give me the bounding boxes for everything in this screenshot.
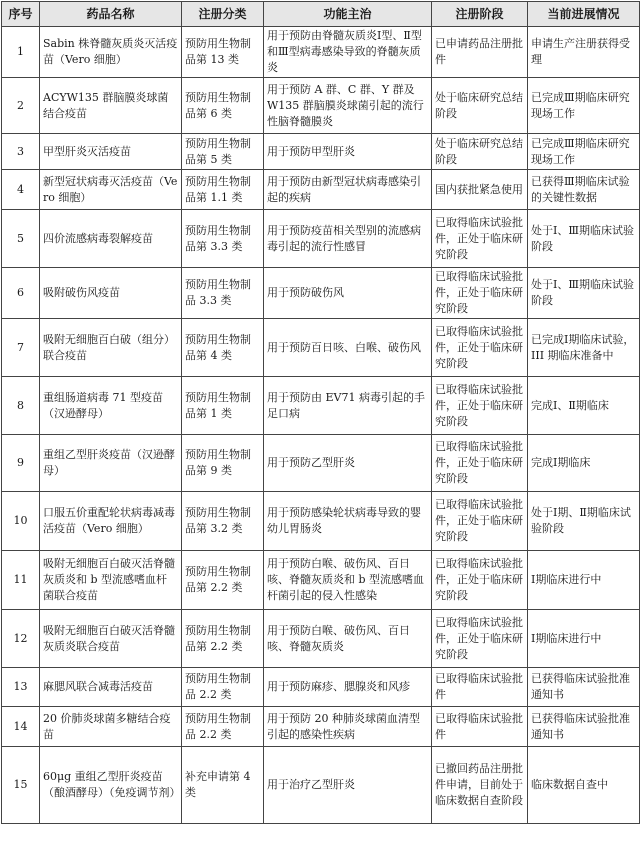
header-progress: 当前进展情况 — [528, 2, 640, 27]
table-row — [2, 210, 640, 268]
cell-no: 3 — [2, 134, 40, 170]
cell-name: 吸附无细胞百白破灭活脊髓灰质炎联合疫苗 — [40, 610, 182, 668]
cell-indication: 用于治疗乙型肝炎 — [264, 747, 432, 824]
cell-category: 预防用生物制品第 4 类 — [182, 319, 264, 377]
header-category: 注册分类 — [182, 2, 264, 27]
cell-stage: 国内获批紧急使用 — [432, 170, 528, 210]
header-no: 序号 — [2, 2, 40, 27]
cell-indication: 用于预防由新型冠状病毒感染引起的疾病 — [264, 170, 432, 210]
cell-stage: 处于临床研究总结阶段 — [432, 134, 528, 170]
table-row — [2, 27, 640, 78]
cell-progress: 完成Ⅰ、Ⅱ期临床 — [528, 377, 640, 435]
cell-no: 5 — [2, 210, 40, 268]
cell-progress: 已完成Ⅲ期临床研究现场工作 — [528, 134, 640, 170]
table-row — [2, 170, 640, 210]
cell-category: 预防用生物制品第 5 类 — [182, 134, 264, 170]
header-row — [2, 2, 640, 27]
cell-name: 60μg 重组乙型肝炎疫苗（酿酒酵母）（免疫调节剂） — [40, 747, 182, 824]
cell-category: 预防用生物制品第 9 类 — [182, 435, 264, 492]
cell-no: 2 — [2, 78, 40, 134]
cell-name: 吸附无细胞百白破（组分）联合疫苗 — [40, 319, 182, 377]
cell-name: ACYW135 群脑膜炎球菌结合疫苗 — [40, 78, 182, 134]
cell-category: 预防用生物制品第 3.2 类 — [182, 492, 264, 551]
cell-progress: 已获得Ⅲ期临床试验的关键性数据 — [528, 170, 640, 210]
cell-name: 吸附无细胞百白破灭活脊髓灰质炎和 b 型流感嗜血杆菌联合疫苗 — [40, 551, 182, 610]
cell-indication: 用于预防破伤风 — [264, 268, 432, 319]
cell-no: 15 — [2, 747, 40, 824]
header-indication: 功能主治 — [264, 2, 432, 27]
cell-stage: 已取得临床试验批件，正处于临床研究阶段 — [432, 268, 528, 319]
cell-progress: Ⅰ期临床进行中 — [528, 551, 640, 610]
table-row — [2, 134, 640, 170]
header-stage: 注册阶段 — [432, 2, 528, 27]
cell-name: 口服五价重配轮状病毒减毒活疫苗（Vero 细胞） — [40, 492, 182, 551]
cell-indication: 用于预防乙型肝炎 — [264, 435, 432, 492]
cell-name: 重组乙型肝炎疫苗（汉逊酵母） — [40, 435, 182, 492]
cell-progress: 处于Ⅰ、Ⅲ期临床试验阶段 — [528, 210, 640, 268]
cell-stage: 已取得临床试验批件，正处于临床研究阶段 — [432, 551, 528, 610]
cell-indication: 用于预防疫苗相关型别的流感病毒引起的流行性感冒 — [264, 210, 432, 268]
cell-progress: 申请生产注册获得受理 — [528, 27, 640, 78]
cell-category: 预防用生物制品第 3.3 类 — [182, 210, 264, 268]
cell-no: 7 — [2, 319, 40, 377]
cell-stage: 已撤回药品注册批件申请，目前处于临床数据自查阶段 — [432, 747, 528, 824]
cell-indication: 用于预防白喉、破伤风、百日咳、脊髓灰质炎和 b 型流感嗜血杆菌引起的侵入性感染 — [264, 551, 432, 610]
cell-indication: 用于预防白喉、破伤风、百日咳、脊髓灰质炎 — [264, 610, 432, 668]
table-row — [2, 551, 640, 610]
table-row — [2, 268, 640, 319]
cell-no: 11 — [2, 551, 40, 610]
cell-indication: 用于预防百日咳、白喉、破伤风 — [264, 319, 432, 377]
table-row — [2, 377, 640, 435]
cell-progress: Ⅰ期临床进行中 — [528, 610, 640, 668]
cell-name: 麻腮风联合减毒活疫苗 — [40, 668, 182, 707]
cell-category: 预防用生物制品 3.3 类 — [182, 268, 264, 319]
cell-category: 预防用生物制品第 1 类 — [182, 377, 264, 435]
table-row — [2, 747, 640, 824]
cell-progress: 已完成Ⅰ期临床试验，III 期临床准备中 — [528, 319, 640, 377]
cell-progress: 处于Ⅰ、Ⅲ期临床试验阶段 — [528, 268, 640, 319]
cell-no: 10 — [2, 492, 40, 551]
cell-category: 预防用生物制品第 6 类 — [182, 78, 264, 134]
cell-category: 预防用生物制品第 13 类 — [182, 27, 264, 78]
cell-name: 吸附破伤风疫苗 — [40, 268, 182, 319]
cell-indication: 用于预防感染轮状病毒导致的婴幼儿胃肠炎 — [264, 492, 432, 551]
cell-stage: 已取得临床试验批件 — [432, 707, 528, 747]
cell-no: 12 — [2, 610, 40, 668]
cell-category: 预防用生物制品第 1.1 类 — [182, 170, 264, 210]
cell-progress: 已获得临床试验批准通知书 — [528, 668, 640, 707]
cell-indication: 用于预防 20 种肺炎球菌血清型引起的感染性疾病 — [264, 707, 432, 747]
cell-indication: 用于预防甲型肝炎 — [264, 134, 432, 170]
cell-stage: 已取得临床试验批件，正处于临床研究阶段 — [432, 435, 528, 492]
cell-name: 重组肠道病毒 71 型疫苗（汉逊酵母） — [40, 377, 182, 435]
cell-stage: 已取得临床试验批件，正处于临床研究阶段 — [432, 210, 528, 268]
table-row — [2, 78, 640, 134]
header-name: 药品名称 — [40, 2, 182, 27]
cell-indication: 用于预防麻疹、腮腺炎和风疹 — [264, 668, 432, 707]
cell-category: 预防用生物制品第 2.2 类 — [182, 551, 264, 610]
cell-progress: 处于Ⅰ期、Ⅱ期临床试验阶段 — [528, 492, 640, 551]
table-row — [2, 610, 640, 668]
cell-no: 8 — [2, 377, 40, 435]
cell-no: 14 — [2, 707, 40, 747]
cell-name: 20 价肺炎球菌多糖结合疫苗 — [40, 707, 182, 747]
cell-category: 预防用生物制品 2.2 类 — [182, 707, 264, 747]
cell-no: 1 — [2, 27, 40, 78]
cell-indication: 用于预防 A 群、C 群、Y 群及 W135 群脑膜炎球菌引起的流行性脑脊髓膜炎 — [264, 78, 432, 134]
cell-name: Sabin 株脊髓灰质炎灭活疫苗（Vero 细胞） — [40, 27, 182, 78]
cell-category: 预防用生物制品 2.2 类 — [182, 668, 264, 707]
cell-indication: 用于预防由脊髓灰质炎Ⅰ型、Ⅱ型和Ⅲ型病毒感染导致的脊髓灰质炎 — [264, 27, 432, 78]
vaccine-pipeline-table — [1, 1, 640, 824]
table-row — [2, 492, 640, 551]
cell-stage: 已取得临床试验批件，正处于临床研究阶段 — [432, 492, 528, 551]
cell-name: 四价流感病毒裂解疫苗 — [40, 210, 182, 268]
cell-progress: 临床数据自查中 — [528, 747, 640, 824]
cell-stage: 已取得临床试验批件，正处于临床研究阶段 — [432, 319, 528, 377]
table-row — [2, 435, 640, 492]
cell-no: 13 — [2, 668, 40, 707]
cell-stage: 已申请药品注册批件 — [432, 27, 528, 78]
cell-stage: 已取得临床试验批件，正处于临床研究阶段 — [432, 610, 528, 668]
cell-progress: 已获得临床试验批准通知书 — [528, 707, 640, 747]
cell-stage: 已取得临床试验批件 — [432, 668, 528, 707]
table-row — [2, 319, 640, 377]
cell-no: 4 — [2, 170, 40, 210]
cell-category: 补充申请第 4 类 — [182, 747, 264, 824]
cell-category: 预防用生物制品第 2.2 类 — [182, 610, 264, 668]
table-row — [2, 707, 640, 747]
cell-progress: 已完成Ⅲ期临床研究现场工作 — [528, 78, 640, 134]
cell-no: 9 — [2, 435, 40, 492]
cell-indication: 用于预防由 EV71 病毒引起的手足口病 — [264, 377, 432, 435]
cell-name: 新型冠状病毒灭活疫苗（Vero 细胞） — [40, 170, 182, 210]
cell-no: 6 — [2, 268, 40, 319]
cell-stage: 已取得临床试验批件，正处于临床研究阶段 — [432, 377, 528, 435]
cell-name: 甲型肝炎灭活疫苗 — [40, 134, 182, 170]
table-row — [2, 668, 640, 707]
cell-stage: 处于临床研究总结阶段 — [432, 78, 528, 134]
cell-progress: 完成Ⅰ期临床 — [528, 435, 640, 492]
